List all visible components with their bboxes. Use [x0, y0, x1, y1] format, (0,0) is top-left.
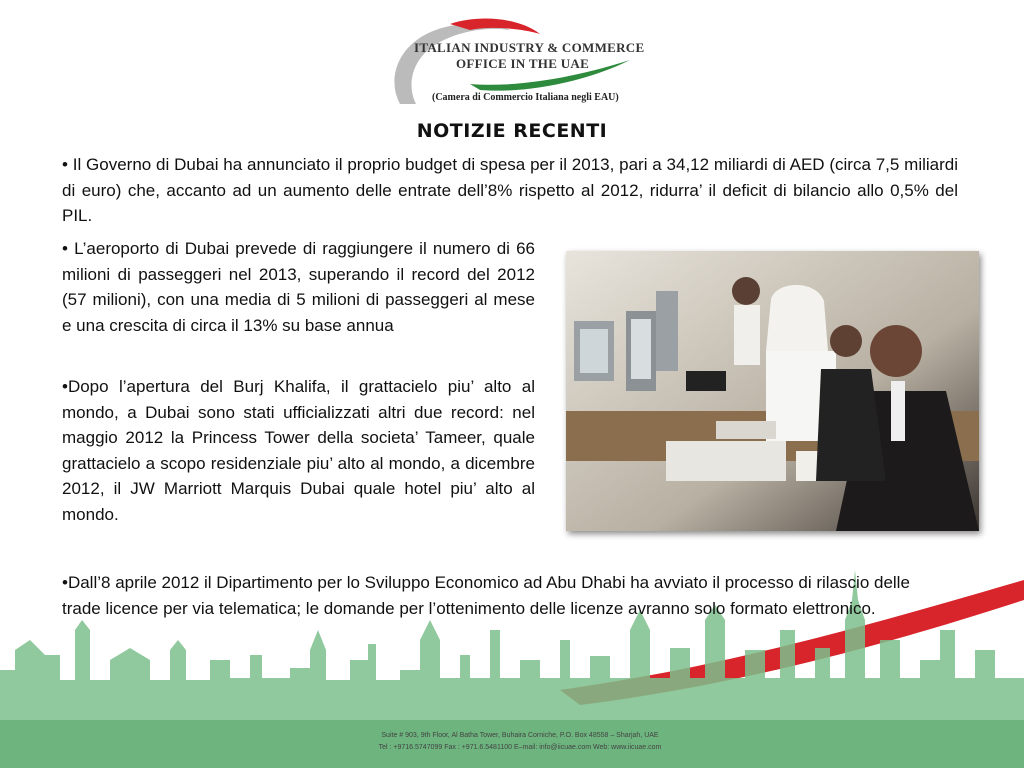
- trading-floor-photo: [566, 251, 979, 531]
- news-paragraph-3: •Dopo l’apertura del Burj Khalifa, il grattacielo piu’ alto al mondo, a Dubai sono stati ufficializzati altri due record: nel maggio 2012 la Princess Tower della societa’ Tameer, quale grattacielo a scopo residenziale piu’ alto al mondo, a dicembre 2012, il JW Marriott Marquis Dubai quale hotel piu’ alto al mondo.: [62, 377, 535, 524]
- footer-address: Suite # 903, 9th Floor, Al Batha Tower, Buhaira Corniche, P.O. Box 48558 – Sharjah, UAE: [381, 732, 659, 739]
- logo-subtitle: (Camera di Commercio Italiana negli EAU): [432, 92, 619, 103]
- footer-contacts: Tel : +9716.5747099 Fax : +971.6.5481100 E–mail: info@iicuae.com Web: www.iicuae.com: [378, 744, 662, 751]
- logo-line-1: ITALIAN INDUSTRY & COMMERCE: [414, 40, 645, 55]
- header-logo: [380, 16, 650, 108]
- page-title: NOTIZIE RECENTI: [416, 120, 608, 142]
- news-paragraph-4: •Dall’8 aprile 2012 il Dipartimento per lo Sviluppo Economico ad Abu Dhabi ha avviato il processo di rilascio delle trade licence per via telematica; le domande per l’ottenimento delle licenze avranno solo formato elettronico.: [62, 573, 910, 618]
- news-paragraph-2: • L’aeroporto di Dubai prevede di raggiungere il numero di 66 milioni di passeggeri nel 2013, superando il record del 2012 (57 milioni), con una media di 5 milioni di passeggeri al mese e una crescita di circa il 13% su base annua: [62, 239, 535, 335]
- news-paragraph-1: • Il Governo di Dubai ha annunciato il proprio budget di spesa per il 2013, pari a 34,12 miliardi di AED (circa 7,5 miliardi di euro) che, accanto ad un aumento delle entrate dell’8% rispetto al 2012, ridurra’ il deficit di bilancio allo 0,5% del PIL.: [62, 155, 958, 225]
- logo-line-2: OFFICE IN THE UAE: [456, 56, 590, 71]
- footer-contact: [350, 730, 690, 754]
